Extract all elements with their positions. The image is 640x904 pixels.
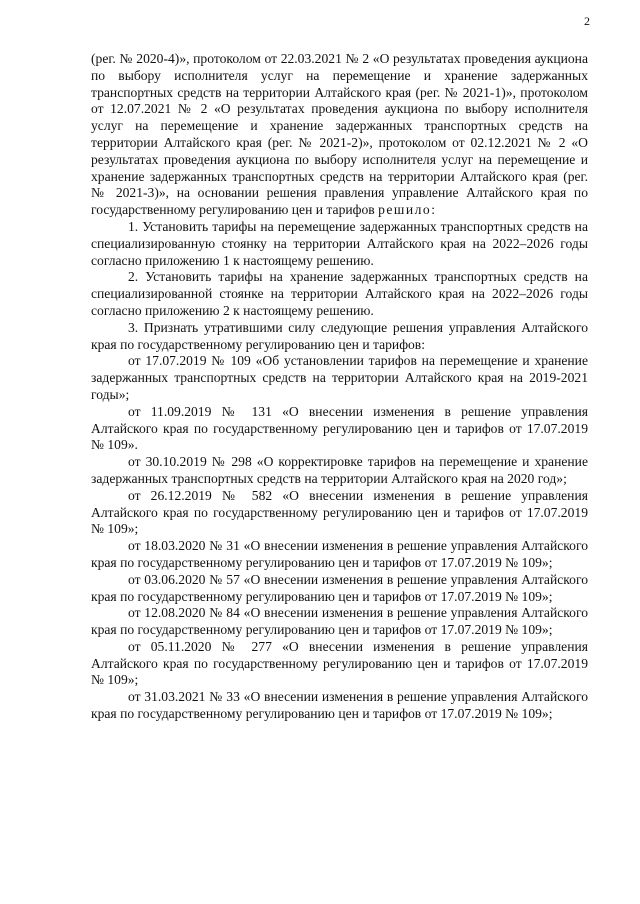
decision-word: решило: [378, 202, 437, 218]
revoked-decision: от 18.03.2020 № 31 «О внесении изменения в решение управления Алтайского края по государственному регулированию цен и тарифов от 17.07.2019 № 109»; [91, 538, 588, 570]
revoked-decision: от 30.10.2019 № 298 «О корректировке тарифов на перемещение и хранение задержанных транспортных средств на территории Алтайского края на 2020 год»; [91, 454, 588, 486]
intro-text: (рег. № 2020-4)», протоколом от 22.03.2021 № 2 «О результатах проведения аукциона по выбору исполнителя услуг на перемещение и хранение задержанных транспортных средств на территории Алтайского края (рег. № 2021-1)», протоколом от 12.07.2021 № 2 «О результатах проведения аукциона по выбору исполнителя услуг на перемещение и хранение задержанных транспортных средств на территории Алтайского края (рег. № 2021-2)», протоколом от 02.12.2021 № 2 «О результатах проведения аукциона по выбору исполнителя услуг на перемещение и хранение задержанных транспортных средств на территории Алтайского края (рег. № 2021-3)», на основании решения правления управление Алтайского края по государственному регулированию цен и тарифов [91, 51, 588, 218]
revoked-decision: от 05.11.2020 № 277 «О внесении изменения в решение управления Алтайского края по государственному регулированию цен и тарифов от 17.07.2019 № 109»; [91, 638, 588, 688]
item-paragraph: 3. Признать утратившими силу следующие решения управления Алтайского края по государственному регулированию цен и тарифов: [91, 319, 588, 352]
revoked-decision: от 03.06.2020 № 57 «О внесении изменения в решение управления Алтайского края по государственному регулированию цен и тарифов от 17.07.2019 № 109»; [91, 571, 588, 604]
revoked-decision: от 31.03.2021 № 33 «О внесении изменения в решение управления Алтайского края по государственному регулированию цен и тарифов от 17.07.2019 № 109»; [91, 689, 588, 722]
revoked-decision: от 11.09.2019 № 131 «О внесении изменения в решение управления Алтайского края по государственному регулированию цен и тарифов от 17.07.2019 № 109». [91, 403, 588, 453]
revoked-decision: от 17.07.2019 № 109 «Об установлении тарифов на перемещение и хранение задержанных транспортных средств на территории Алтайского края на 2019-2021 годы»; [91, 353, 588, 402]
item-paragraph: 1. Установить тарифы на перемещение задержанных транспортных средств на специализированную стоянку на территории Алтайского края на 2022–2026 годы согласно приложению 1 к настоящему решению. [91, 218, 588, 268]
revoked-decision: от 12.08.2020 № 84 «О внесении изменения в решение управления Алтайского края по государственному регулированию цен и тарифов от 17.07.2019 № 109»; [91, 605, 588, 638]
revoked-decision: от 26.12.2019 № 582 «О внесении изменения в решение управления Алтайского края по государственному регулированию цен и тарифов от 17.07.2019 № 109»; [91, 487, 588, 537]
document-body [91, 51, 588, 723]
intro-paragraph [91, 51, 588, 219]
page-number: 2 [584, 14, 590, 28]
item-paragraph: 2. Установить тарифы на хранение задержанных транспортных средств на специализированной стоянке на территории Алтайского края на 2022–2026 годы согласно приложению 2 к настоящему решению. [91, 269, 588, 318]
